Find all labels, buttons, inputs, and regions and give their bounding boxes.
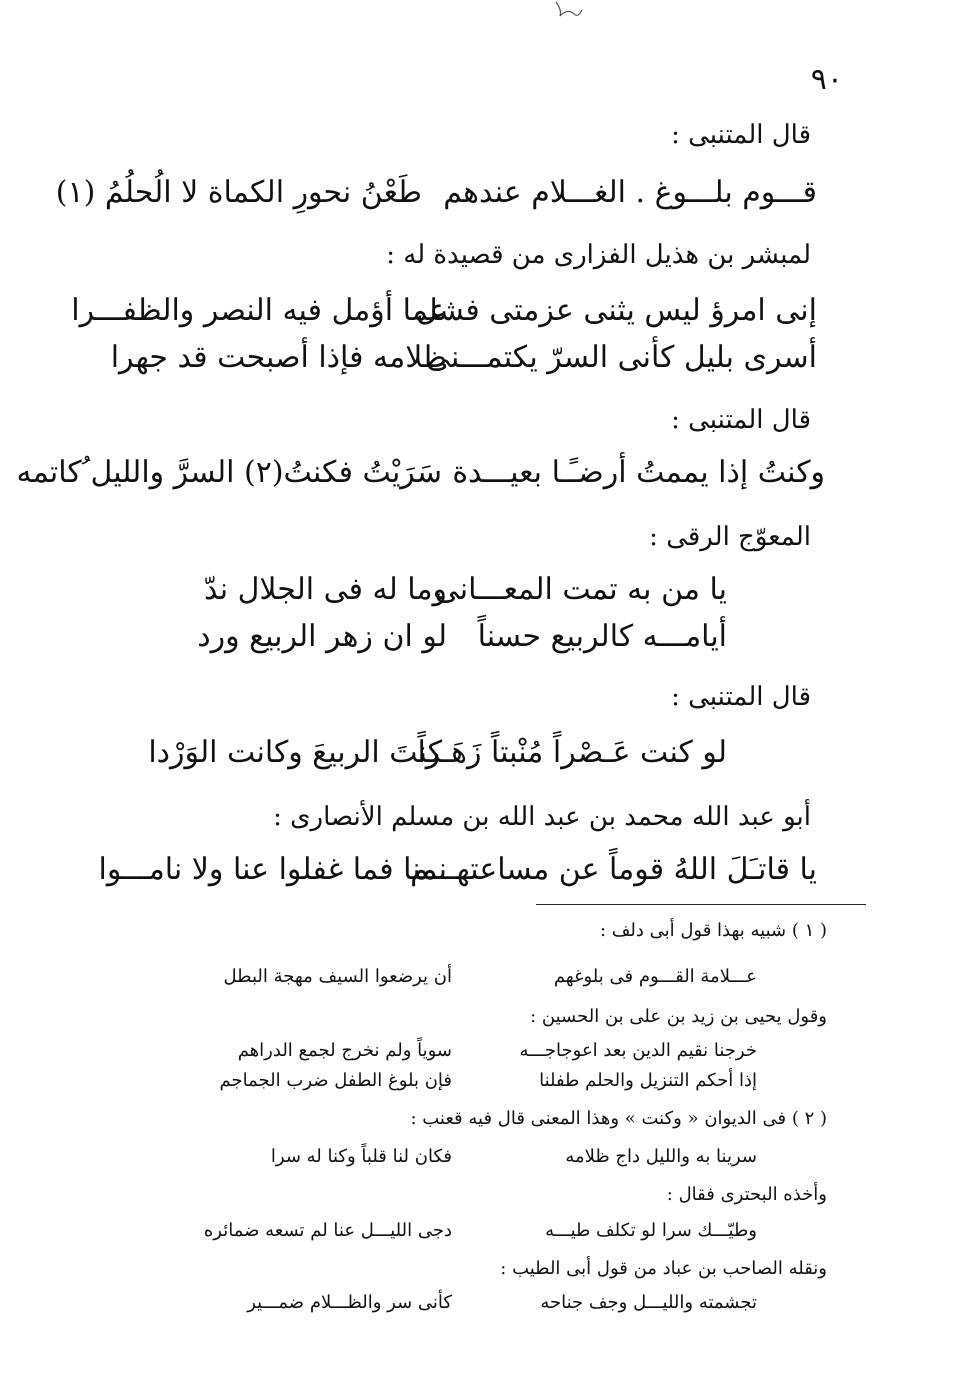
verse-hemistich-first: يا من به تمت المعـــانى bbox=[434, 572, 727, 607]
page-number: ٩٠ bbox=[810, 62, 843, 97]
verse-hemistich-first: إنى امرؤ ليس يثنى عزمتى فشل bbox=[415, 293, 817, 328]
verse-hemistich-first: يا قاتـَلَ اللهُ قوماً عن مساعتهـــم bbox=[410, 852, 817, 887]
verse-hemistich-first: وكنتُ إذا يممتُ أرضـًـا بعيـــدة bbox=[452, 455, 825, 490]
footnote-verse-second: فإن بلوغ الطفل ضرب الجماجم bbox=[219, 1070, 452, 1091]
verse-hemistich-second: نمنا فما غفلوا عنا ولا نامـــوا bbox=[98, 852, 447, 887]
footnote-verse-first: عـــلامة القـــوم فى بلوغهم bbox=[553, 966, 757, 987]
intro-line: أبو عبد الله محمد بن عبد الله بن مسلم الأنصارى : bbox=[273, 802, 811, 832]
footnote-verse-second: كأنى سر والظـــلام ضمـــير bbox=[247, 1292, 452, 1313]
footnote-intro: وأخذه البحترى فقال : bbox=[666, 1184, 827, 1205]
intro-line: قال المتنبى : bbox=[671, 120, 811, 150]
intro-line: لمبشر بن هذيل الفزارى من قصيدة له : bbox=[386, 240, 811, 270]
footnote-verse-first: وطيّـــك سرا لو تكلف طيـــه bbox=[545, 1220, 757, 1241]
footnote-verse-first: سرينا به والليل داج ظلامه bbox=[565, 1146, 757, 1167]
verse-hemistich-second: سَرَيْتُ فكنتُ(٢) السرَّ والليل ُكاتمه bbox=[16, 455, 442, 490]
verse-hemistich-second: لو ان زهر الربيع ورد bbox=[197, 619, 447, 654]
footnote-verse-second: فكان لنا قلباً وكنا له سرا bbox=[270, 1146, 452, 1167]
intro-line: المعوّج الرقى : bbox=[649, 522, 811, 552]
footnote-verse-first: تجشمته والليـــل وجف جناحه bbox=[540, 1292, 757, 1313]
intro-line: قال المتنبى : bbox=[671, 405, 811, 435]
footnote-verse-first: إذا أحكم التنزيل والحلم طفلنا bbox=[539, 1070, 757, 1091]
footnote-verse-second: أن يرضعوا السيف مهجة البطل bbox=[223, 966, 452, 987]
footnote-divider bbox=[536, 904, 866, 905]
scan-mark bbox=[552, 0, 586, 22]
footnote-intro: ونقله الصاحب بن عباد من قول أبى الطيب : bbox=[500, 1258, 827, 1279]
intro-line: قال المتنبى : bbox=[671, 682, 811, 712]
verse-hemistich-first: لو كنت عَـصْراً مُنْبتاً زَهَـراً bbox=[417, 735, 727, 770]
footnote-intro: ( ١ ) شبيه بهذا قول أبى دلف : bbox=[599, 920, 827, 941]
footnote-intro: ( ٢ ) فى الديوان « وكنت » وهذا المعنى قال فيه قعنب : bbox=[410, 1108, 827, 1129]
verse-hemistich-second: ظلامه فإذا أصبحت قد جهرا bbox=[110, 340, 447, 375]
verse-hemistich-first: أسرى بليل كأنى السرّ يكتمـــنى bbox=[425, 340, 817, 375]
verse-hemistich-first: أيامـــه كالربيع حسناً bbox=[477, 619, 727, 654]
verse-hemistich-second: كنتَ الربيعَ وكانت الوَرْدا bbox=[148, 735, 442, 770]
footnote-verse-second: سوياً ولم نخرج لجمع الدراهم bbox=[237, 1040, 452, 1061]
footnote-intro: وقول يحيى بن زيد بن على بن الحسين : bbox=[530, 1006, 827, 1027]
verse-hemistich-first: قـــوم بلـــوغ . الغـــلام عندهم bbox=[443, 175, 817, 210]
verse-hemistich-second: عما أؤمل فيه النصر والظفـــرا bbox=[71, 293, 447, 328]
verse-hemistich-second: وما له فى الجلال ندّ bbox=[203, 572, 447, 607]
footnote-verse-second: دجى الليـــل عنا لم تسعه ضمائره bbox=[203, 1220, 452, 1241]
verse-hemistich-second: طَعْنُ نحورِ الكماة لا الُحلُمُ (١) bbox=[55, 175, 422, 210]
footnote-verse-first: خرجنا نقيم الدين بعد اعوجاجـــه bbox=[519, 1040, 757, 1061]
